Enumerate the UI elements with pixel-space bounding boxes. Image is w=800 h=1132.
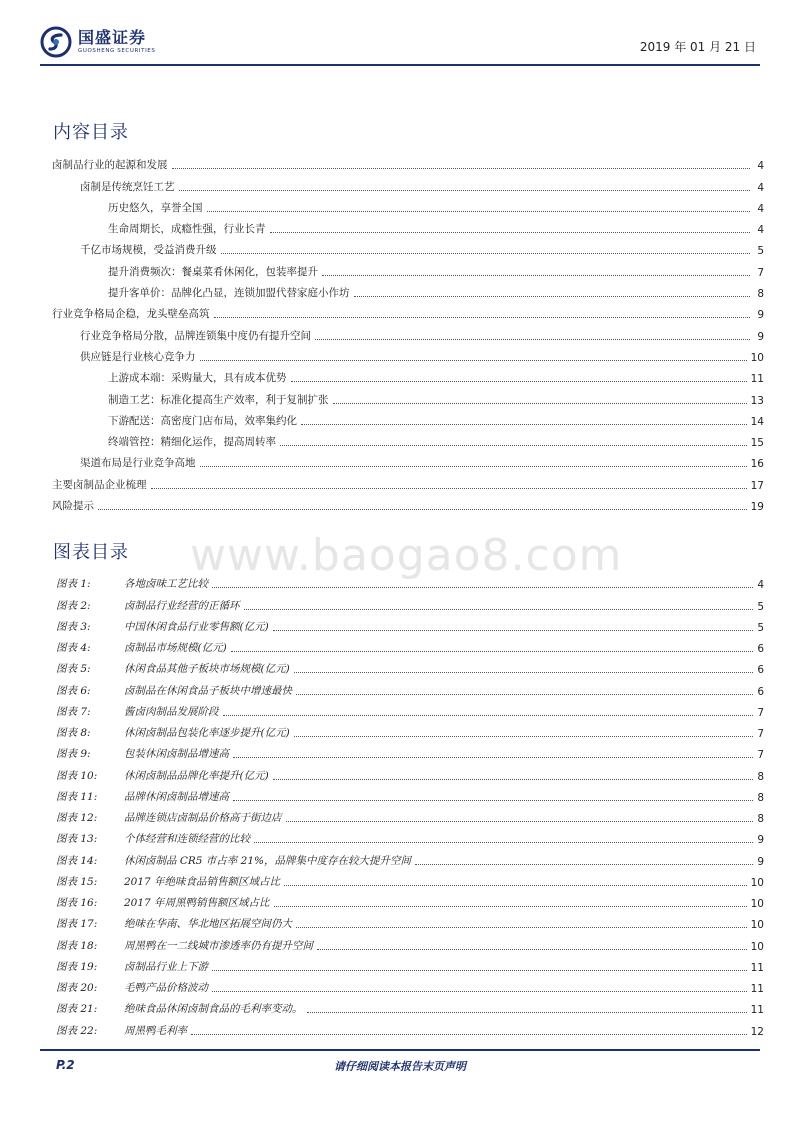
- toc-entry-page: 9: [757, 330, 764, 343]
- toc-entry[interactable]: [52, 279, 764, 300]
- figure-page: 4: [757, 579, 764, 592]
- figure-label: 图表 4:: [56, 642, 91, 654]
- toc-leader-dots: [179, 190, 751, 191]
- toc-entry[interactable]: [52, 215, 764, 236]
- toc-entry-page: 10: [750, 351, 764, 364]
- figure-page: 10: [750, 919, 764, 932]
- figure-entry[interactable]: [56, 634, 764, 655]
- watermark: www.baogao8.com: [190, 530, 623, 581]
- figure-title: 休闲卤制品包装化率逐步提升(亿元): [124, 727, 290, 739]
- figure-page: 7: [757, 706, 764, 719]
- figure-entry[interactable]: [56, 591, 764, 612]
- figure-page: 7: [757, 749, 764, 762]
- figure-entry[interactable]: [56, 995, 764, 1016]
- toc-entry-page: 4: [757, 181, 764, 194]
- header-divider: [40, 64, 760, 66]
- toc-leader-dots: [291, 381, 747, 382]
- figure-entry[interactable]: [56, 889, 764, 910]
- footer-divider: [40, 1049, 760, 1051]
- figure-entry[interactable]: [56, 868, 764, 889]
- figure-page: 6: [757, 664, 764, 677]
- figure-label: 图表 11:: [56, 790, 98, 803]
- toc-entry[interactable]: [52, 151, 764, 172]
- logo-text: [78, 27, 156, 55]
- toc-entry[interactable]: [52, 428, 764, 449]
- figure-label: 图表 17:: [56, 918, 98, 931]
- figure-entry[interactable]: [56, 1016, 764, 1037]
- figure-label: 图表 7:: [56, 705, 91, 718]
- figure-leader-dots: [223, 715, 754, 716]
- figure-page: 8: [757, 770, 764, 783]
- toc-entry[interactable]: [52, 449, 764, 470]
- toc-leader-dots: [301, 424, 747, 425]
- toc-entry-page: 17: [750, 479, 764, 492]
- figure-entry[interactable]: [56, 974, 764, 995]
- figure-entry[interactable]: [56, 783, 764, 804]
- figure-leader-dots: [296, 927, 747, 928]
- guosheng-logo-icon: [40, 26, 72, 58]
- figure-title: 卤制品市场规模(亿元): [124, 642, 227, 654]
- page-header: [40, 26, 760, 62]
- figure-leader-dots: [233, 800, 753, 801]
- figure-entry[interactable]: [56, 570, 764, 591]
- toc-leader-dots: [207, 211, 751, 212]
- figure-title: 毛鸭产品价格波动: [124, 982, 208, 994]
- toc-entry-title: 风险提示: [52, 500, 94, 513]
- figure-leader-dots: [212, 587, 753, 588]
- toc-leader-dots: [315, 339, 750, 340]
- figures-title: 图表目录: [53, 542, 129, 563]
- toc-entry-page: 13: [750, 394, 764, 407]
- toc-entry-title: 行业竞争格局企稳，龙头壁垒高筑: [52, 308, 210, 321]
- figure-entry[interactable]: [56, 613, 764, 634]
- figure-label: 图表 16:: [56, 897, 98, 909]
- figure-title: 卤制品行业上下游: [124, 960, 208, 973]
- figure-label: 图表 10:: [56, 769, 98, 782]
- toc-leader-dots: [354, 296, 751, 297]
- toc-leader-dots: [270, 232, 751, 233]
- figure-page: 10: [750, 898, 764, 910]
- toc-leader-dots: [333, 403, 747, 404]
- figure-page: 11: [750, 1004, 764, 1017]
- toc-entry-page: 4: [757, 224, 764, 237]
- figure-label: 图表 13:: [56, 833, 98, 846]
- toc-entry-page: 8: [757, 288, 764, 301]
- figure-page: 5: [757, 600, 764, 613]
- figure-page: 5: [757, 621, 764, 634]
- figure-leader-dots: [284, 885, 747, 886]
- figure-page: 9: [757, 855, 764, 868]
- figure-page: 9: [757, 834, 764, 847]
- figure-title: 2017 年周黑鸭销售额区域占比: [124, 897, 270, 909]
- toc-title: 内容目录: [53, 122, 129, 143]
- figure-label: 图表 9:: [56, 748, 91, 761]
- toc-leader-dots: [200, 466, 747, 467]
- figure-entry[interactable]: [56, 740, 764, 761]
- toc-entry-title: 供应链是行业核心竞争力: [80, 350, 196, 363]
- toc-entry[interactable]: [52, 321, 764, 342]
- toc-entry-title: 卤制品行业的起源和发展: [52, 159, 168, 172]
- figure-label: 图表 14:: [56, 854, 98, 867]
- toc-leader-dots: [221, 253, 751, 254]
- toc-entry-page: 15: [750, 437, 764, 450]
- figure-leader-dots: [254, 842, 753, 843]
- figure-leader-dots: [273, 630, 754, 631]
- toc-entry[interactable]: [52, 172, 764, 193]
- toc-entry-title: 提升客单价：品牌化凸显，连锁加盟代替家庭小作坊: [108, 287, 350, 300]
- toc-entry-title: 主要卤制品企业梳理: [52, 478, 147, 491]
- figure-title: 休闲卤制品品牌化率提升(亿元): [124, 769, 269, 782]
- figure-title: 休闲卤制品 CR5 市占率 21%，品牌集中度存在较大提升空间: [124, 854, 411, 867]
- toc-leader-dots: [214, 317, 751, 318]
- toc-entry[interactable]: [52, 300, 764, 321]
- toc-leader-dots: [151, 488, 747, 489]
- figure-leader-dots: [415, 864, 753, 865]
- brand-name-cn: 国盛证券: [78, 27, 147, 47]
- figure-leader-dots: [317, 949, 747, 950]
- company-logo: [40, 26, 155, 58]
- toc-entry[interactable]: [52, 407, 764, 428]
- toc-entry[interactable]: [52, 364, 764, 385]
- figure-leader-dots: [273, 779, 754, 780]
- toc-entry[interactable]: [52, 257, 764, 278]
- figure-title: 中国休闲食品行业零售额(亿元): [124, 620, 269, 633]
- figure-title: 品牌连锁店卤制品价格高于街边店: [124, 812, 282, 824]
- toc-entry-title: 行业竞争格局分散，品牌连锁集中度仍有提升空间: [80, 329, 311, 342]
- figure-label: 图表 22:: [56, 1024, 98, 1037]
- figure-label: 图表 18:: [56, 939, 98, 952]
- figure-leader-dots: [307, 1012, 747, 1013]
- figure-page: 12: [750, 1025, 764, 1038]
- report-date: 2019 年 01 月 21 日: [639, 40, 756, 54]
- toc-leader-dots: [280, 445, 747, 446]
- page-number: P.2: [56, 1058, 75, 1072]
- figure-page: 11: [750, 983, 764, 995]
- figure-title: 品牌休闲卤制品增速高: [124, 790, 229, 803]
- toc-entry[interactable]: [52, 194, 764, 215]
- toc-entry-page: 11: [750, 373, 764, 386]
- figure-title: 个体经营和连锁经营的比较: [124, 833, 250, 846]
- figure-page: 6: [757, 685, 764, 698]
- toc-entry-page: 9: [757, 309, 764, 322]
- figure-label: 图表 21:: [56, 1003, 98, 1016]
- toc-entry-title: 卤制是传统烹饪工艺: [80, 180, 175, 193]
- toc-entry-page: 16: [750, 458, 764, 471]
- toc-leader-dots: [98, 509, 747, 510]
- figure-page: 11: [750, 961, 764, 974]
- figure-label: 图表 8:: [56, 727, 91, 739]
- figure-label: 图表 1:: [56, 578, 91, 591]
- figure-title: 包装休闲卤制品增速高: [124, 748, 229, 761]
- figure-title: 酱卤肉制品发展阶段: [124, 705, 219, 718]
- toc-entry-page: 14: [750, 415, 764, 428]
- figure-page: 8: [757, 791, 764, 804]
- disclaimer-note: 请仔细阅读本报告末页声明: [334, 1060, 466, 1073]
- figure-entry[interactable]: [56, 804, 764, 825]
- figure-title: 周黑鸭在一二线城市渗透率仍有提升空间: [124, 939, 313, 952]
- toc-leader-dots: [172, 168, 751, 169]
- toc-entry-title: 终端管控：精细化运作，提高周转率: [108, 436, 276, 449]
- toc-entry-title: 下游配送：高密度门店布局，效率集约化: [108, 414, 297, 427]
- figure-entry[interactable]: [56, 953, 764, 974]
- figure-page: 6: [757, 643, 764, 655]
- figure-label: 图表 6:: [56, 684, 91, 697]
- figure-label: 图表 12:: [56, 812, 98, 824]
- toc-entry-title: 上游成本端：采购量大，具有成本优势: [108, 372, 287, 385]
- figure-leader-dots: [231, 651, 754, 652]
- toc-entry-page: 7: [757, 266, 764, 279]
- figures-list: [56, 570, 764, 1038]
- toc-entry-page: 4: [757, 202, 764, 215]
- toc-entry-title: 渠道布局是行业竞争高地: [80, 457, 196, 470]
- figure-entry[interactable]: [56, 698, 764, 719]
- figure-title: 卤制品行业经营的正循环: [124, 599, 240, 612]
- toc-entry[interactable]: [52, 385, 764, 406]
- figure-label: 图表 20:: [56, 982, 98, 994]
- figure-label: 图表 19:: [56, 960, 98, 973]
- figure-leader-dots: [244, 609, 754, 610]
- figure-leader-dots: [233, 757, 753, 758]
- figure-page: 8: [757, 813, 764, 825]
- figure-page: 7: [757, 728, 764, 740]
- figure-leader-dots: [212, 991, 747, 992]
- figure-leader-dots: [296, 694, 753, 695]
- figure-title: 卤制品在休闲食品子板块中增速最快: [124, 684, 292, 697]
- toc-entry-title: 历史悠久，享誉全国: [108, 201, 203, 214]
- figure-entry[interactable]: [56, 676, 764, 697]
- figure-title: 2017 年绝味食品销售额区域占比: [124, 875, 281, 888]
- figure-title: 各地卤味工艺比较: [124, 578, 208, 591]
- figure-page: 10: [750, 940, 764, 953]
- toc-entry-title: 生命周期长，成瘾性强，行业长青: [108, 223, 266, 236]
- toc-entry[interactable]: [52, 470, 764, 491]
- figure-entry[interactable]: [56, 825, 764, 846]
- figure-title: 休闲食品其他子板块市场规模(亿元): [124, 663, 290, 676]
- toc-list: [52, 151, 764, 513]
- figure-label: 图表 3:: [56, 620, 91, 633]
- figure-leader-dots: [286, 821, 754, 822]
- figure-entry[interactable]: [56, 931, 764, 952]
- figure-entry[interactable]: [56, 761, 764, 782]
- toc-entry-title: 千亿市场规模，受益消费升级: [80, 244, 217, 257]
- figure-title: 绝味食品休闲卤制食品的毛利率变动。: [124, 1003, 303, 1016]
- toc-entry-page: 19: [750, 501, 764, 514]
- figure-title: 周黑鸭毛利率: [124, 1024, 187, 1037]
- figure-leader-dots: [191, 1034, 747, 1035]
- figure-label: 图表 5:: [56, 663, 91, 676]
- figure-entry[interactable]: [56, 719, 764, 740]
- figure-leader-dots: [212, 970, 747, 971]
- figure-leader-dots: [294, 672, 754, 673]
- figure-entry[interactable]: [56, 910, 764, 931]
- figure-title: 绝味在华南、华北地区拓展空间仍大: [124, 918, 292, 931]
- figure-entry[interactable]: [56, 655, 764, 676]
- toc-entry[interactable]: [52, 343, 764, 364]
- figure-label: 图表 2:: [56, 599, 91, 612]
- toc-leader-dots: [322, 275, 750, 276]
- figure-leader-dots: [274, 906, 747, 907]
- toc-entry-page: 5: [757, 245, 764, 258]
- toc-entry-title: 制造工艺：标准化提高生产效率，利于复制扩张: [108, 393, 329, 406]
- brand-name-en: GUOSHENG SECURITIES: [78, 47, 156, 54]
- figure-label: 图表 15:: [56, 875, 98, 888]
- figure-page: 10: [750, 876, 764, 889]
- figure-entry[interactable]: [56, 846, 764, 867]
- toc-leader-dots: [200, 360, 747, 361]
- toc-entry[interactable]: [52, 236, 764, 257]
- figure-leader-dots: [294, 736, 754, 737]
- toc-entry-title: 提升消费频次：餐桌菜肴休闲化，包装率提升: [108, 265, 318, 278]
- toc-entry-page: 4: [757, 160, 764, 173]
- toc-entry[interactable]: [52, 492, 764, 513]
